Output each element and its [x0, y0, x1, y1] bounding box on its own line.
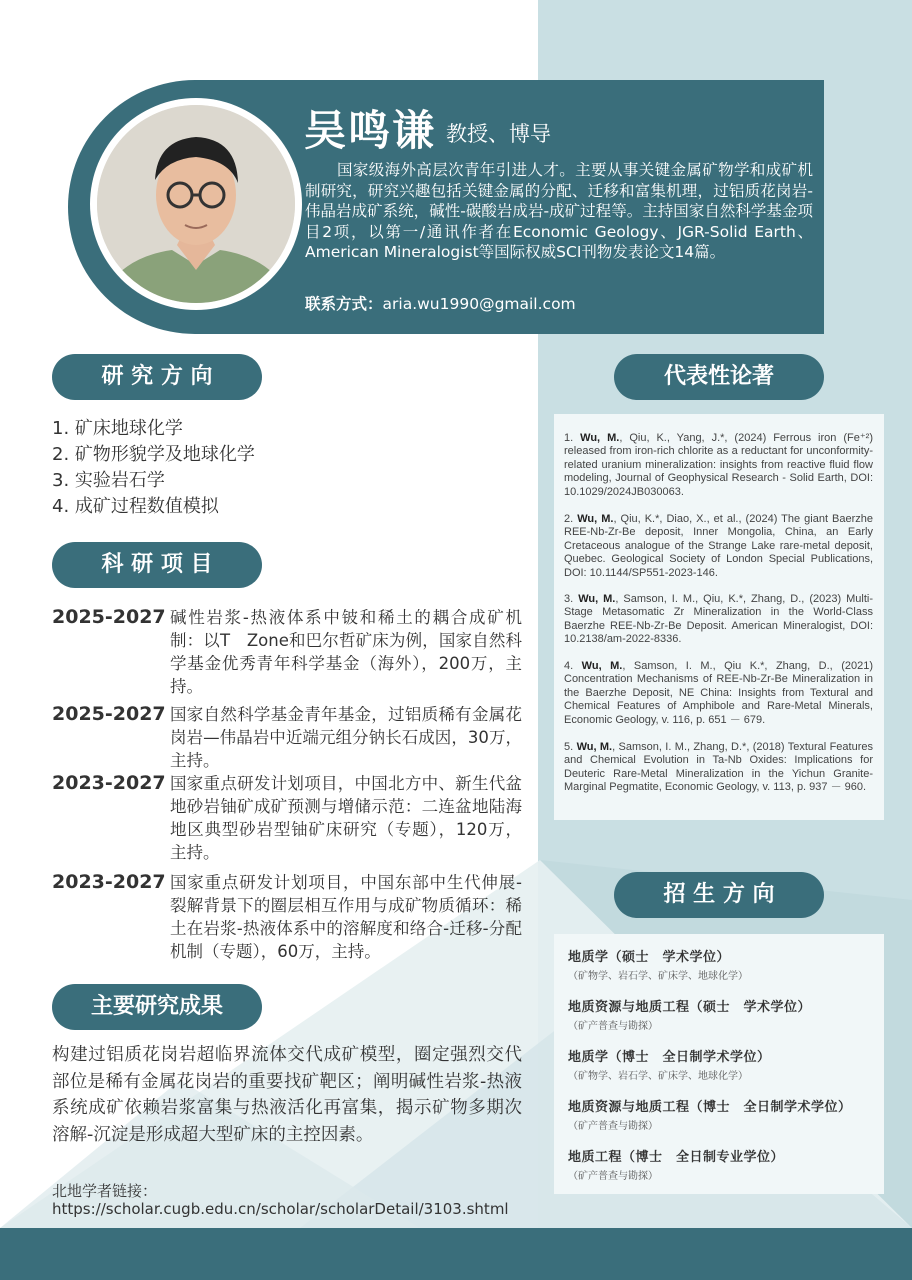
person-name: 吴鸣谦: [304, 106, 437, 155]
project-text: 国家重点研发计划项目，中国东部中生代伸展-裂解背景下的圈层相互作用与成矿物质循环：稀土在岩浆-热液体系中的溶解度和络合-迁移-分配机制（专题），60万，主持。: [170, 873, 522, 961]
project-item: [52, 606, 522, 696]
enrollment-subtitle: （矿产普查与勘探）: [568, 1021, 658, 1032]
contact-email[interactable]: aria.wu1990@gmail.com: [382, 295, 576, 313]
enrollment-item: [568, 946, 748, 982]
achievements-heading: 主要研究成果: [52, 984, 262, 1030]
scholar-link-url[interactable]: https://scholar.cugb.edu.cn/scholar/scholarDetail/3103.shtml: [52, 1200, 509, 1218]
publication-author: Wu, M.: [581, 660, 623, 672]
research-item: 2. 矿物形貌学及地球化学: [52, 444, 255, 465]
research-item: 4. 成矿过程数值模拟: [52, 496, 219, 517]
project-years: 2025-2027: [52, 703, 166, 725]
project-item: [52, 772, 522, 864]
publication-text: , Samson, I. M., Zhang, D.*, (2018) Textural Features and Chemical Evolution in Ta-Nb Oxides: Implications for Deuteric Rare-Metal Mineralization in the Yichun Granite-Marginal Pegmatite, Economic Geology, v. 113, p. 937 － 960.: [564, 741, 873, 794]
enrollment-item: [568, 1046, 771, 1082]
publication-text: , Samson, I. M., Qiu K.*, Zhang, D., (2021) Concentration Mechanisms of REE-Nb-Zr-Be Mineralization in the Baerzhe Deposit, NE China: Insights from Textural and Chemical Features of Amphibole and Rare-Metal Minerals, Economic Geology, v. 116, p. 651 － 679.: [564, 660, 874, 726]
profile-photo: [97, 105, 295, 303]
enrollment-title: 地质工程（博士 全日制专业学位）: [568, 1150, 785, 1165]
project-years: 2023-2027: [52, 871, 166, 893]
projects-heading: 科 研 项 目: [52, 542, 262, 588]
person-title: 教授、博导: [446, 122, 551, 146]
contact-line: [305, 292, 576, 314]
publication-number: 5.: [564, 741, 574, 753]
publication-author: Wu, M.: [576, 741, 613, 753]
research-item: 3. 实验岩石学: [52, 470, 165, 491]
publication-text: , Samson, I. M., Qiu, K.*, Zhang, D., (2023) Multi-Stage Metasomatic Zr Mineralization in the World-Class Baerzhe REE-Nb-Zr-Be Deposit. American Mineralogist, DOI: 10.2138/am-2022-8336.: [564, 593, 874, 646]
enrollment-subtitle: （矿产普查与勘探）: [568, 1121, 658, 1132]
publication-item: [564, 741, 873, 795]
publication-author: Wu, M.: [577, 513, 614, 525]
enrollment-title: 地质资源与地质工程（硕士 学术学位）: [568, 1000, 812, 1015]
enrollment-title: 地质学（博士 全日制学术学位）: [568, 1050, 771, 1065]
publication-number: 3.: [564, 593, 574, 605]
publication-item: [564, 513, 873, 580]
scholar-link-label: 北地学者链接：: [52, 1182, 158, 1200]
research-list: [52, 416, 255, 520]
publication-number: 2.: [564, 513, 574, 525]
contact-label: 联系方式：: [305, 295, 383, 313]
publication-item: [564, 432, 873, 499]
project-years: 2023-2027: [52, 772, 166, 794]
achievements-text: 构建过铝质花岗岩超临界流体交代成矿模型，圈定强烈交代部位是稀有金属花岗岩的重要找矿靶区；阐明碱性岩浆-热液系统成矿依赖岩浆富集与热液活化再富集，揭示矿物多期次溶解-沉淀是形成超大型矿床的主控因素。: [52, 1045, 522, 1145]
publication-number: 1.: [564, 432, 574, 444]
publication-author: Wu, M.: [580, 432, 620, 444]
project-text: 国家自然科学基金青年基金，过铝质稀有金属花岗岩—伟晶岩中近端元组分钠长石成因，30万，主持。: [170, 705, 522, 770]
enrollment-item: [568, 996, 811, 1032]
enrollment-subtitle: （矿物学、岩石学、矿床学、地球化学）: [568, 971, 748, 982]
publication-text: , Qiu, K.*, Diao, X., et al., (2024) The giant Baerzhe REE-Nb-Zr-Be deposit, Inner Mongolia, China, an Early Cretaceous analogue of the Strange Lake rare-metal deposit, Quebec. Geological Society of London Special Publications, DOI: 10.1144/SP551-2023-146.: [564, 513, 874, 579]
enrollment-item: [568, 1096, 852, 1132]
enrollment-item: [568, 1146, 784, 1182]
research-heading: 研 究 方 向: [52, 354, 262, 400]
project-years: 2025-2027: [52, 606, 166, 628]
project-item: [52, 703, 522, 773]
publication-number: 4.: [564, 660, 574, 672]
enrollment-title: 地质资源与地质工程（博士 全日制学术学位）: [568, 1100, 852, 1115]
enrollment-subtitle: （矿产普查与勘探）: [568, 1171, 658, 1182]
publication-author: Wu, M.: [578, 593, 616, 605]
enrollment-heading: 招 生 方 向: [614, 872, 824, 918]
publication-item: [564, 660, 873, 727]
person-bio: 国家级海外高层次青年引进人才。主要从事关键金属矿物学和成矿机制研究，研究兴趣包括关键金属的分配、迁移和富集机理，过铝质花岗岩-伟晶岩成矿系统，碱性-碳酸岩成岩-成矿过程等。主持国家自然科学基金项目2项，以第一/通讯作者在Economic Geology、JGR-Solid Earth、American Mineralogist等国际权威SCI刊物发表论文14篇。: [305, 161, 813, 261]
project-text: 碱性岩浆-热液体系中铍和稀土的耦合成矿机制：以T Zone和巴尔哲矿床为例，国家自然科学基金优秀青年科学基金（海外），200万，主持。: [170, 608, 522, 696]
enrollment-subtitle: （矿物学、岩石学、矿床学、地球化学）: [568, 1071, 748, 1082]
research-item: 1. 矿床地球化学: [52, 418, 183, 439]
enrollment-title: 地质学（硕士 学术学位）: [568, 950, 731, 965]
footer-bar: [0, 1228, 912, 1280]
project-text: 国家重点研发计划项目，中国北方中、新生代盆地砂岩铀矿成矿预测与增储示范：二连盆地陆海地区典型砂岩型铀矿床研究（专题），120万，主持。: [170, 774, 522, 862]
publications-heading: 代表性论著: [614, 354, 824, 400]
publication-item: [564, 593, 873, 647]
project-item: [52, 871, 522, 963]
publication-text: , Qiu, K., Yang, J.*, (2024) Ferrous iron (Fe⁺²) released from iron-rich chlorite as a reductant for unconformity-related uranium mineralization: insights from reactive fluid flow modeling, Journal of Geophysical Research - Solid Earth, DOI: 10.1029/2024JB030063.: [564, 432, 873, 498]
